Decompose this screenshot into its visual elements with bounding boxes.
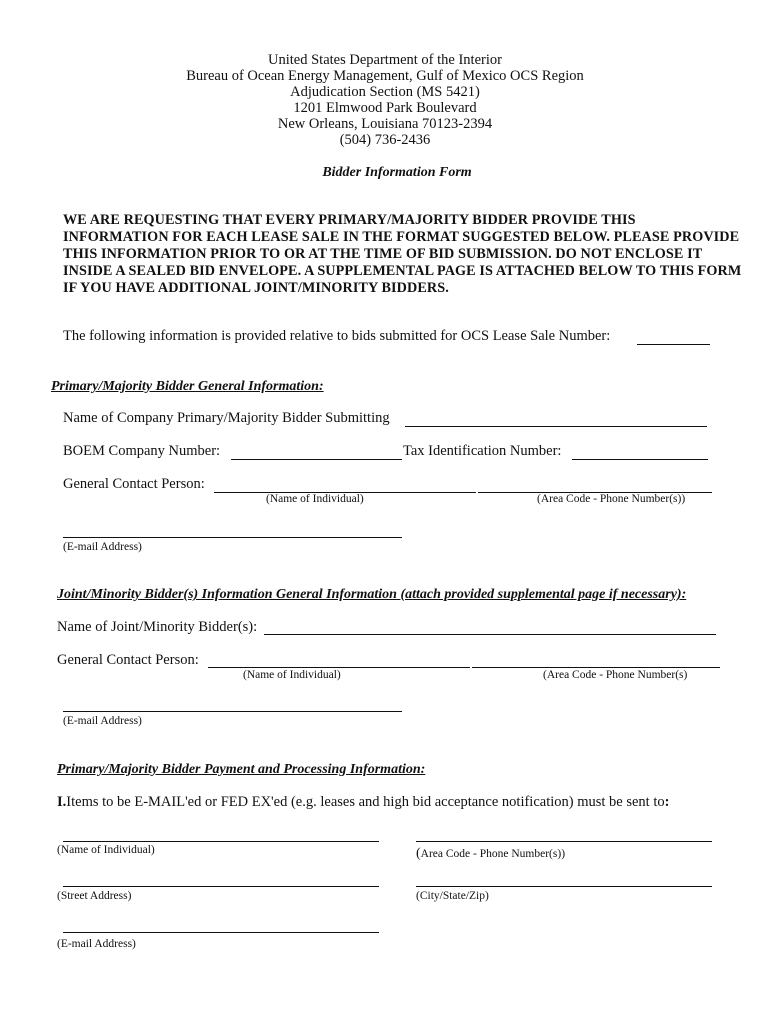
notice-text: WE ARE REQUESTING THAT EVERY PRIMARY/MAJORITY BIDDER PROVIDE THIS INFORMATION FOR EACH LEASE SALE IN THE FORMAT SUGGESTED BELOW. PLEASE PROVIDE THIS INFORMATION PRIOR TO OR AT THE TIME OF BID SUBMISSION. DO NOT ENCLOSE IT INSIDE A SEALED BID ENVELOPE. A SUPPLEMENTAL PAGE IS ATTACHED BELOW TO THIS FORM IF YOU HAVE ADDITIONAL JOINT/MINORITY BIDDERS. <box>63 212 742 296</box>
joint-email-field[interactable] <box>63 711 402 712</box>
tax-id-label: Tax Identification Number: <box>403 443 562 459</box>
primary-section-heading: Primary/Majority Bidder General Information: <box>51 379 324 394</box>
primary-email-caption: (E-mail Address) <box>63 541 142 553</box>
joint-bidder-field[interactable] <box>264 634 716 635</box>
company-name-label: Name of Company Primary/Majority Bidder Submitting <box>63 410 390 426</box>
boem-number-field[interactable] <box>231 459 402 460</box>
delivery-phone-caption-text: Area Code - Phone Number(s)) <box>420 848 566 860</box>
primary-phone-caption: (Area Code - Phone Number(s)) <box>537 493 686 505</box>
joint-name-caption: (Name of Individual) <box>243 669 341 681</box>
delivery-email-field[interactable] <box>63 932 379 933</box>
item-number: I. <box>57 794 67 810</box>
delivery-instruction <box>57 794 669 811</box>
sale-number-field[interactable] <box>637 344 710 345</box>
city-address: New Orleans, Louisiana 70123-2394 <box>277 116 493 132</box>
delivery-city-caption: (City/State/Zip) <box>416 890 489 902</box>
payment-section-heading: Primary/Majority Bidder Payment and Processing Information: <box>57 762 426 777</box>
delivery-phone-caption <box>416 846 565 862</box>
delivery-phone-caption-paren: ( <box>416 846 421 861</box>
joint-bidder-label: Name of Joint/Minority Bidder(s): <box>57 619 258 635</box>
company-name-field[interactable] <box>405 426 707 427</box>
delivery-phone-field[interactable] <box>416 841 712 842</box>
delivery-city-field[interactable] <box>416 886 712 887</box>
delivery-street-caption: (Street Address) <box>57 890 132 902</box>
item-colon: : <box>664 794 670 810</box>
joint-contact-phone-field[interactable] <box>472 667 720 668</box>
section-name: Adjudication Section (MS 5421) <box>290 84 480 100</box>
boem-number-label: BOEM Company Number: <box>63 443 221 459</box>
primary-email-field[interactable] <box>63 537 402 538</box>
phone-number: (504) 736-2436 <box>339 132 431 148</box>
street-address: 1201 Elmwood Park Boulevard <box>293 100 477 116</box>
item-text: Items to be E-MAIL'ed or FED EX'ed (e.g. leases and high bid acceptance notification) must be sent to <box>66 794 665 810</box>
bureau-name: Bureau of Ocean Energy Management, Gulf of Mexico OCS Region <box>186 68 584 84</box>
delivery-email-caption: (E-mail Address) <box>57 938 136 950</box>
delivery-name-caption: (Name of Individual) <box>57 844 155 856</box>
primary-name-caption: (Name of Individual) <box>266 493 364 505</box>
agency-name: United States Department of the Interior <box>268 52 502 68</box>
joint-contact-name-field[interactable] <box>208 667 470 668</box>
joint-phone-caption: (Area Code - Phone Number(s) <box>543 669 688 681</box>
joint-section-heading: Joint/Minority Bidder(s) Information General Information (attach provided supplemental page if necessary): <box>57 587 687 602</box>
tax-id-field[interactable] <box>572 459 708 460</box>
joint-contact-label: General Contact Person: <box>57 652 199 668</box>
joint-email-caption: (E-mail Address) <box>63 715 142 727</box>
sale-number-label: The following information is provided relative to bids submitted for OCS Lease Sale Number: <box>63 328 611 344</box>
primary-contact-label: General Contact Person: <box>63 476 205 492</box>
form-title: Bidder Information Form <box>322 165 472 180</box>
delivery-street-field[interactable] <box>63 886 379 887</box>
delivery-name-field[interactable] <box>63 841 379 842</box>
